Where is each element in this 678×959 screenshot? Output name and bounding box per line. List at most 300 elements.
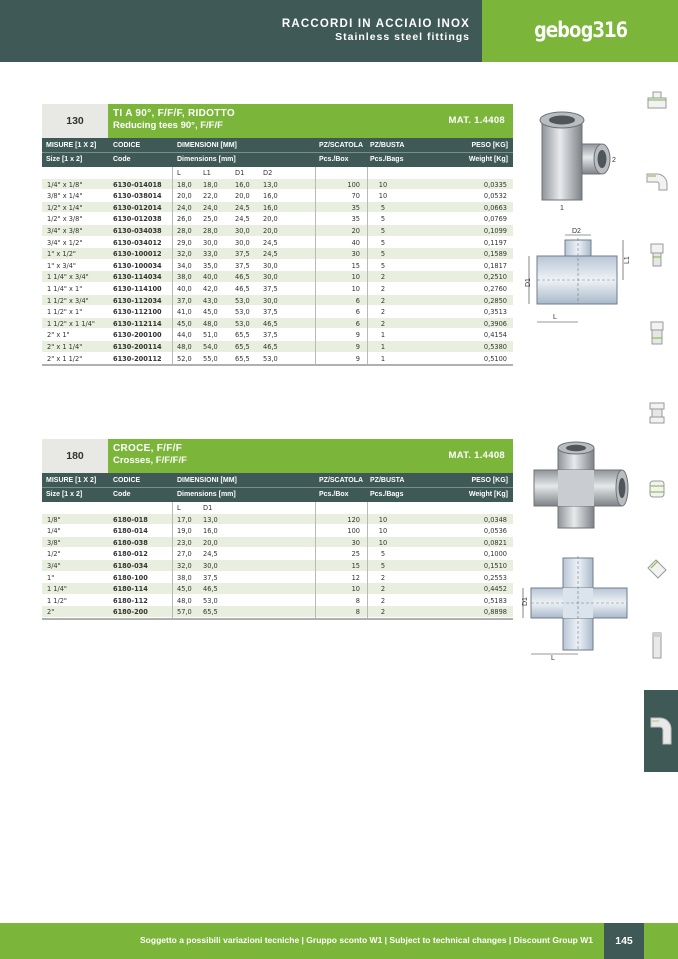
cell-dimension: 13,0 bbox=[203, 515, 218, 524]
cell-dimension: 24,5 bbox=[235, 215, 250, 224]
column-divider bbox=[315, 502, 316, 618]
cell-code: 6130-200112 bbox=[113, 354, 162, 363]
cell-weight: 0,2760 bbox=[483, 284, 507, 293]
reducing-tee-drawing bbox=[517, 222, 633, 330]
cell-pcs-box: 8 bbox=[355, 596, 360, 605]
cell-pcs-box: 70 bbox=[351, 192, 360, 201]
cell-pcs-box: 100 bbox=[347, 180, 360, 189]
th-bag-en: Pcs./Bags bbox=[370, 156, 404, 163]
brand-logo bbox=[482, 0, 678, 62]
column-divider bbox=[367, 167, 368, 364]
product-block-130 bbox=[42, 104, 513, 366]
table-row bbox=[42, 283, 513, 295]
cell-dimension: 53,0 bbox=[203, 596, 218, 605]
product-material: MAT. 1.4408 bbox=[448, 115, 505, 126]
cell-dimension: 27,0 bbox=[177, 550, 192, 559]
cell-pcs-bag: 2 bbox=[380, 573, 386, 582]
cell-dimension: 30,0 bbox=[203, 238, 218, 247]
cell-dimension: 65,5 bbox=[235, 354, 250, 363]
cell-dimension: 37,5 bbox=[263, 284, 278, 293]
cell-code: 6130-100012 bbox=[113, 250, 162, 259]
table-row bbox=[42, 213, 513, 225]
table-row bbox=[42, 271, 513, 283]
cell-pcs-box: 9 bbox=[355, 342, 360, 351]
cell-pcs-bag: 1 bbox=[380, 331, 386, 340]
elbow-fitting-icon bbox=[648, 714, 674, 748]
cell-dimension: 24,0 bbox=[177, 203, 192, 212]
product-code: 130 bbox=[42, 104, 108, 138]
cell-pcs-box: 35 bbox=[351, 215, 360, 224]
cell-pcs-box: 10 bbox=[351, 273, 360, 282]
cell-weight: 0,1510 bbox=[483, 561, 507, 570]
cell-weight: 0,0536 bbox=[483, 527, 507, 536]
table-row bbox=[42, 248, 513, 260]
drawing-label-1: 1 bbox=[560, 205, 564, 212]
table-row bbox=[42, 260, 513, 272]
cell-dimension: 24,5 bbox=[235, 203, 250, 212]
table-body bbox=[42, 167, 513, 364]
cell-pcs-bag: 5 bbox=[380, 203, 386, 212]
cell-pcs-box: 10 bbox=[351, 585, 360, 594]
page-number: 145 bbox=[604, 923, 644, 959]
cell-weight: 0,2553 bbox=[483, 573, 507, 582]
header-titles bbox=[282, 18, 470, 43]
cell-weight: 0,3906 bbox=[483, 319, 507, 328]
tab-cap-icon[interactable] bbox=[642, 474, 672, 504]
drawing-label-d1: D1 bbox=[525, 278, 532, 287]
cell-dimension: 26,0 bbox=[177, 215, 192, 224]
cell-size: 2" x 1 1/4" bbox=[47, 342, 83, 351]
cell-dimension: 20,0 bbox=[203, 538, 218, 547]
th-code-en: Code bbox=[113, 156, 131, 163]
cell-pcs-bag: 5 bbox=[380, 238, 386, 247]
cell-weight: 0,0663 bbox=[483, 203, 507, 212]
tab-pipe-icon[interactable] bbox=[642, 630, 672, 660]
cell-dimension: 46,5 bbox=[263, 342, 278, 351]
cell-dimension: 46,5 bbox=[203, 585, 218, 594]
cell-weight: 0,0335 bbox=[483, 180, 507, 189]
tab-nipple-icon[interactable] bbox=[642, 240, 672, 270]
cell-dimension: 32,0 bbox=[177, 250, 192, 259]
cell-dimension: 46,5 bbox=[235, 273, 250, 282]
tab-elbow-active[interactable] bbox=[644, 690, 678, 772]
cell-weight: 0,5100 bbox=[483, 354, 507, 363]
cell-code: 6180-018 bbox=[113, 515, 148, 524]
cell-pcs-bag: 5 bbox=[380, 550, 386, 559]
th-box-en: Pcs./Box bbox=[319, 156, 349, 163]
cell-size: 1" x 1/2" bbox=[47, 250, 76, 259]
dimension-label: D2 bbox=[263, 169, 273, 177]
cell-dimension: 37,5 bbox=[263, 308, 278, 317]
th-size-it: MISURE [1 X 2] bbox=[46, 142, 97, 149]
th-weight-en: Weight [Kg] bbox=[468, 491, 508, 498]
cell-size: 3/8" x 1/4" bbox=[47, 192, 83, 201]
th-dim-en: Dimensions [mm] bbox=[177, 156, 236, 163]
cell-weight: 0,8898 bbox=[483, 608, 507, 617]
cell-pcs-box: 9 bbox=[355, 354, 360, 363]
table-row bbox=[42, 306, 513, 318]
cell-weight: 0,1099 bbox=[483, 226, 507, 235]
cell-pcs-bag: 2 bbox=[380, 308, 386, 317]
table-end-rule bbox=[42, 618, 513, 620]
cell-dimension: 55,0 bbox=[203, 354, 218, 363]
cell-code: 6130-112034 bbox=[113, 296, 162, 305]
column-divider bbox=[367, 502, 368, 618]
table-header bbox=[42, 473, 513, 502]
cell-pcs-bag: 5 bbox=[380, 226, 386, 235]
cell-weight: 0,0769 bbox=[483, 215, 507, 224]
cell-dimension: 30,0 bbox=[263, 261, 278, 270]
th-bag-en: Pcs./Bags bbox=[370, 491, 404, 498]
cell-dimension: 23,0 bbox=[177, 538, 192, 547]
cell-size: 1 1/2" x 1" bbox=[47, 308, 83, 317]
cell-dimension: 35,0 bbox=[203, 261, 218, 270]
cell-weight: 0,0532 bbox=[483, 192, 507, 201]
cell-dimension: 28,0 bbox=[177, 226, 192, 235]
cell-pcs-box: 120 bbox=[347, 515, 360, 524]
th-bag-it: PZ/BUSTA bbox=[370, 477, 405, 484]
cell-dimension: 16,0 bbox=[263, 192, 278, 201]
tab-socket-icon[interactable] bbox=[642, 318, 672, 348]
tab-union-icon[interactable] bbox=[642, 398, 672, 428]
table-row bbox=[42, 583, 513, 595]
cell-dimension: 37,5 bbox=[263, 331, 278, 340]
cell-code: 6130-114100 bbox=[113, 284, 162, 293]
table-row bbox=[42, 237, 513, 249]
cell-pcs-bag: 10 bbox=[378, 538, 388, 547]
table-end-rule bbox=[42, 364, 513, 366]
cell-dimension: 24,0 bbox=[203, 203, 218, 212]
cell-dimension: 29,0 bbox=[177, 238, 192, 247]
cell-code: 6180-112 bbox=[113, 596, 148, 605]
cell-pcs-bag: 10 bbox=[378, 527, 388, 536]
table-row bbox=[42, 225, 513, 237]
product-material: MAT. 1.4408 bbox=[448, 450, 505, 461]
cell-code: 6130-112114 bbox=[113, 319, 162, 328]
table-row bbox=[42, 525, 513, 537]
cell-pcs-bag: 2 bbox=[380, 284, 386, 293]
cell-size: 3/4" x 1/2" bbox=[47, 238, 83, 247]
cell-dimension: 34,0 bbox=[177, 261, 192, 270]
table-body bbox=[42, 502, 513, 618]
cell-pcs-box: 35 bbox=[351, 203, 360, 212]
cell-dimension: 52,0 bbox=[177, 354, 192, 363]
cell-dimension: 30,0 bbox=[263, 296, 278, 305]
cell-size: 1/4" x 1/8" bbox=[47, 180, 83, 189]
cell-pcs-bag: 5 bbox=[380, 215, 386, 224]
cell-dimension: 30,0 bbox=[203, 561, 218, 570]
product-name-it: TI A 90°, F/F/F, RIDOTTO bbox=[113, 108, 235, 119]
table-row bbox=[42, 179, 513, 191]
cell-pcs-box: 40 bbox=[351, 238, 360, 247]
cell-code: 6130-038014 bbox=[113, 192, 162, 201]
cell-size: 2" x 1 1/2" bbox=[47, 354, 83, 363]
product-title-bar bbox=[42, 439, 513, 473]
cell-weight: 0,1000 bbox=[483, 550, 507, 559]
cell-size: 1 1/4" bbox=[47, 585, 67, 594]
table-row bbox=[42, 548, 513, 560]
cell-weight: 0,5183 bbox=[483, 596, 507, 605]
cell-dimension: 42,0 bbox=[203, 284, 218, 293]
cell-pcs-box: 12 bbox=[351, 573, 360, 582]
cell-dimension: 13,0 bbox=[263, 180, 278, 189]
cell-pcs-bag: 5 bbox=[380, 250, 386, 259]
cell-pcs-box: 20 bbox=[351, 226, 360, 235]
cross-drawing bbox=[517, 550, 633, 662]
cell-dimension: 53,0 bbox=[235, 319, 250, 328]
cell-pcs-bag: 2 bbox=[380, 585, 386, 594]
cell-code: 6180-200 bbox=[113, 608, 148, 617]
product-block-180 bbox=[42, 439, 513, 620]
cell-code: 6180-114 bbox=[113, 585, 148, 594]
column-divider bbox=[315, 167, 316, 364]
dimension-label: L1 bbox=[203, 169, 211, 177]
dimension-label: D1 bbox=[203, 504, 213, 512]
cell-dimension: 20,0 bbox=[235, 192, 250, 201]
cell-dimension: 40,0 bbox=[177, 284, 192, 293]
cell-pcs-bag: 5 bbox=[380, 561, 386, 570]
tab-elbow-icon[interactable] bbox=[642, 166, 672, 196]
cell-dimension: 48,0 bbox=[203, 319, 218, 328]
cell-dimension: 20,0 bbox=[177, 192, 192, 201]
cell-dimension: 24,5 bbox=[263, 238, 278, 247]
cell-dimension: 32,0 bbox=[177, 561, 192, 570]
th-dim-it: DIMENSIONI [MM] bbox=[177, 142, 237, 149]
th-box-it: PZ/SCATOLA bbox=[319, 142, 364, 149]
cell-size: 1" bbox=[47, 573, 55, 582]
product-name-en: Crosses, F/F/F/F bbox=[113, 455, 187, 466]
cell-weight: 0,5380 bbox=[483, 342, 507, 351]
cell-dimension: 28,0 bbox=[203, 226, 218, 235]
cell-code: 6130-014018 bbox=[113, 180, 162, 189]
cell-dimension: 57,0 bbox=[177, 608, 192, 617]
cell-dimension: 51,0 bbox=[203, 331, 218, 340]
cell-weight: 0,2850 bbox=[483, 296, 507, 305]
cell-code: 6130-012014 bbox=[113, 203, 162, 212]
cell-dimension: 41,0 bbox=[177, 308, 192, 317]
table-row bbox=[42, 353, 513, 365]
cell-dimension: 46,5 bbox=[235, 284, 250, 293]
cell-dimension: 30,0 bbox=[263, 273, 278, 282]
dimension-label: L bbox=[177, 504, 181, 512]
cell-weight: 0,2510 bbox=[483, 273, 507, 282]
cell-pcs-bag: 10 bbox=[378, 180, 388, 189]
cell-pcs-box: 9 bbox=[355, 331, 360, 340]
th-code-it: CODICE bbox=[113, 477, 141, 484]
table-row bbox=[42, 514, 513, 526]
cell-code: 6180-014 bbox=[113, 527, 148, 536]
cell-pcs-box: 30 bbox=[351, 538, 360, 547]
th-weight-it: PESO [KG] bbox=[471, 477, 508, 484]
cell-pcs-bag: 2 bbox=[380, 273, 386, 282]
cell-dimension: 45,0 bbox=[177, 319, 192, 328]
cell-weight: 0,4452 bbox=[483, 585, 507, 594]
cell-dimension: 30,0 bbox=[235, 238, 250, 247]
cell-size: 1/2" bbox=[47, 550, 61, 559]
cell-dimension: 37,0 bbox=[177, 296, 192, 305]
cell-pcs-box: 15 bbox=[351, 261, 360, 270]
cell-dimension: 18,0 bbox=[177, 180, 192, 189]
cell-code: 6130-114034 bbox=[113, 273, 162, 282]
th-code-it: CODICE bbox=[113, 142, 141, 149]
table-row bbox=[42, 341, 513, 353]
cell-pcs-box: 8 bbox=[355, 608, 360, 617]
cell-code: 6130-034012 bbox=[113, 238, 162, 247]
cell-dimension: 18,0 bbox=[203, 180, 218, 189]
drawing-label-l1: L1 bbox=[624, 256, 631, 264]
drawing-label-2: 2 bbox=[612, 157, 616, 164]
product-name-en: Reducing tees 90°, F/F/F bbox=[113, 120, 223, 131]
table-row bbox=[42, 560, 513, 572]
cell-size: 1/2" x 3/8" bbox=[47, 215, 83, 224]
reducing-tee-photo bbox=[528, 104, 620, 212]
cell-pcs-bag: 2 bbox=[380, 296, 386, 305]
cell-pcs-bag: 5 bbox=[380, 261, 386, 270]
table-row bbox=[42, 318, 513, 330]
cell-dimension: 37,5 bbox=[235, 250, 250, 259]
th-size-en: Size [1 x 2] bbox=[46, 491, 83, 498]
cell-dimension: 43,0 bbox=[203, 296, 218, 305]
cell-dimension: 45,0 bbox=[203, 308, 218, 317]
drawing-label-d1: D1 bbox=[522, 597, 529, 606]
cell-code: 6130-200114 bbox=[113, 342, 162, 351]
th-weight-it: PESO [KG] bbox=[471, 142, 508, 149]
table-row bbox=[42, 202, 513, 214]
cell-dimension: 24,5 bbox=[203, 550, 218, 559]
header-title-en: Stainless steel fittings bbox=[335, 31, 470, 43]
page-footer bbox=[0, 923, 678, 959]
cell-size: 2" bbox=[47, 608, 55, 617]
cell-weight: 0,4154 bbox=[483, 331, 507, 340]
cell-dimension: 45,0 bbox=[177, 585, 192, 594]
dimension-label: D1 bbox=[235, 169, 245, 177]
cell-pcs-box: 25 bbox=[351, 550, 360, 559]
cell-dimension: 53,0 bbox=[235, 308, 250, 317]
drawing-label-l: L bbox=[553, 314, 557, 321]
cell-weight: 0,1817 bbox=[483, 261, 507, 270]
cell-dimension: 65,5 bbox=[203, 608, 218, 617]
cell-weight: 0,3513 bbox=[483, 308, 507, 317]
cell-pcs-bag: 1 bbox=[380, 342, 386, 351]
cell-dimension: 37,5 bbox=[235, 261, 250, 270]
cell-dimension: 33,0 bbox=[203, 250, 218, 259]
cross-photo bbox=[526, 438, 630, 538]
cell-dimension: 53,0 bbox=[235, 296, 250, 305]
cell-pcs-box: 30 bbox=[351, 250, 360, 259]
product-title-bar bbox=[42, 104, 513, 138]
cell-dimension: 16,0 bbox=[203, 527, 218, 536]
th-dim-en: Dimensions [mm] bbox=[177, 491, 236, 498]
cell-size: 3/4" bbox=[47, 561, 61, 570]
cell-dimension: 38,0 bbox=[177, 273, 192, 282]
cell-dimension: 30,0 bbox=[235, 226, 250, 235]
product-name-cell bbox=[108, 104, 513, 138]
cell-dimension: 19,0 bbox=[177, 527, 192, 536]
cell-pcs-bag: 1 bbox=[380, 354, 386, 363]
cell-pcs-box: 6 bbox=[355, 319, 360, 328]
cell-weight: 0,1589 bbox=[483, 250, 507, 259]
th-code-en: Code bbox=[113, 491, 131, 498]
dimension-label: L bbox=[177, 169, 181, 177]
cell-size: 1/2" x 1/4" bbox=[47, 203, 83, 212]
th-size-en: Size [1 x 2] bbox=[46, 156, 83, 163]
product-name-it: CROCE, F/F/F bbox=[113, 443, 183, 454]
th-bag-it: PZ/BUSTA bbox=[370, 142, 405, 149]
cell-dimension: 25,0 bbox=[203, 215, 218, 224]
cell-size: 1 1/4" x 1" bbox=[47, 284, 83, 293]
cell-size: 3/8" bbox=[47, 538, 61, 547]
cell-pcs-box: 6 bbox=[355, 296, 360, 305]
cell-dimension: 54,0 bbox=[203, 342, 218, 351]
cell-size: 1" x 3/4" bbox=[47, 261, 76, 270]
tab-tee-icon[interactable] bbox=[642, 86, 672, 116]
cell-size: 1/8" bbox=[47, 515, 61, 524]
cell-pcs-box: 6 bbox=[355, 308, 360, 317]
table-row bbox=[42, 572, 513, 584]
table-header bbox=[42, 138, 513, 167]
dimension-labels-row bbox=[42, 502, 513, 514]
cell-code: 6180-012 bbox=[113, 550, 148, 559]
th-weight-en: Weight [Kg] bbox=[468, 156, 508, 163]
table-row bbox=[42, 606, 513, 618]
table-row bbox=[42, 295, 513, 307]
drawing-label-l: L bbox=[551, 655, 555, 662]
cell-code: 6130-112100 bbox=[113, 308, 162, 317]
cell-weight: 0,0348 bbox=[483, 515, 507, 524]
cell-weight: 0,1197 bbox=[483, 238, 507, 247]
cell-dimension: 65,5 bbox=[235, 342, 250, 351]
cell-dimension: 53,0 bbox=[263, 354, 278, 363]
th-size-it: MISURE [1 X 2] bbox=[46, 477, 97, 484]
tab-flange-icon[interactable] bbox=[642, 556, 672, 586]
cell-size: 1 1/2" x 1 1/4" bbox=[47, 319, 95, 328]
cell-pcs-box: 10 bbox=[351, 284, 360, 293]
drawing-label-d2: D2 bbox=[572, 228, 581, 235]
dimension-labels-row bbox=[42, 167, 513, 179]
cell-dimension: 16,0 bbox=[263, 203, 278, 212]
header-title-it: RACCORDI IN ACCIAIO INOX bbox=[281, 18, 470, 30]
cell-code: 6180-100 bbox=[113, 573, 148, 582]
table-row bbox=[42, 595, 513, 607]
cell-code: 6180-034 bbox=[113, 561, 148, 570]
cell-dimension: 20,0 bbox=[263, 215, 278, 224]
cell-size: 1 1/4" x 3/4" bbox=[47, 273, 89, 282]
product-code: 180 bbox=[42, 439, 108, 473]
cell-dimension: 48,0 bbox=[177, 596, 192, 605]
cell-code: 6130-200100 bbox=[113, 331, 162, 340]
cell-pcs-box: 15 bbox=[351, 561, 360, 570]
cell-dimension: 44,0 bbox=[177, 331, 192, 340]
cell-dimension: 22,0 bbox=[203, 192, 218, 201]
cell-dimension: 48,0 bbox=[177, 342, 192, 351]
cell-size: 3/4" x 3/8" bbox=[47, 226, 83, 235]
cell-size: 2" x 1" bbox=[47, 331, 70, 340]
cell-dimension: 37,5 bbox=[203, 573, 218, 582]
cell-pcs-bag: 10 bbox=[378, 192, 388, 201]
cell-pcs-bag: 2 bbox=[380, 319, 386, 328]
cell-weight: 0,0821 bbox=[483, 538, 507, 547]
cell-code: 6180-038 bbox=[113, 538, 148, 547]
cell-dimension: 65,5 bbox=[235, 331, 250, 340]
cell-dimension: 38,0 bbox=[177, 573, 192, 582]
cell-code: 6130-012038 bbox=[113, 215, 162, 224]
th-dim-it: DIMENSIONI [MM] bbox=[177, 477, 237, 484]
product-name-cell bbox=[108, 439, 513, 473]
cell-size: 1 1/2" x 3/4" bbox=[47, 296, 89, 305]
footer-text: Soggetto a possibili variazioni tecniche | Gruppo sconto W1 | Subject to technical changes | Discount Group W1 bbox=[140, 935, 593, 945]
cell-dimension: 40,0 bbox=[203, 273, 218, 282]
cell-size: 1 1/2" bbox=[47, 596, 67, 605]
